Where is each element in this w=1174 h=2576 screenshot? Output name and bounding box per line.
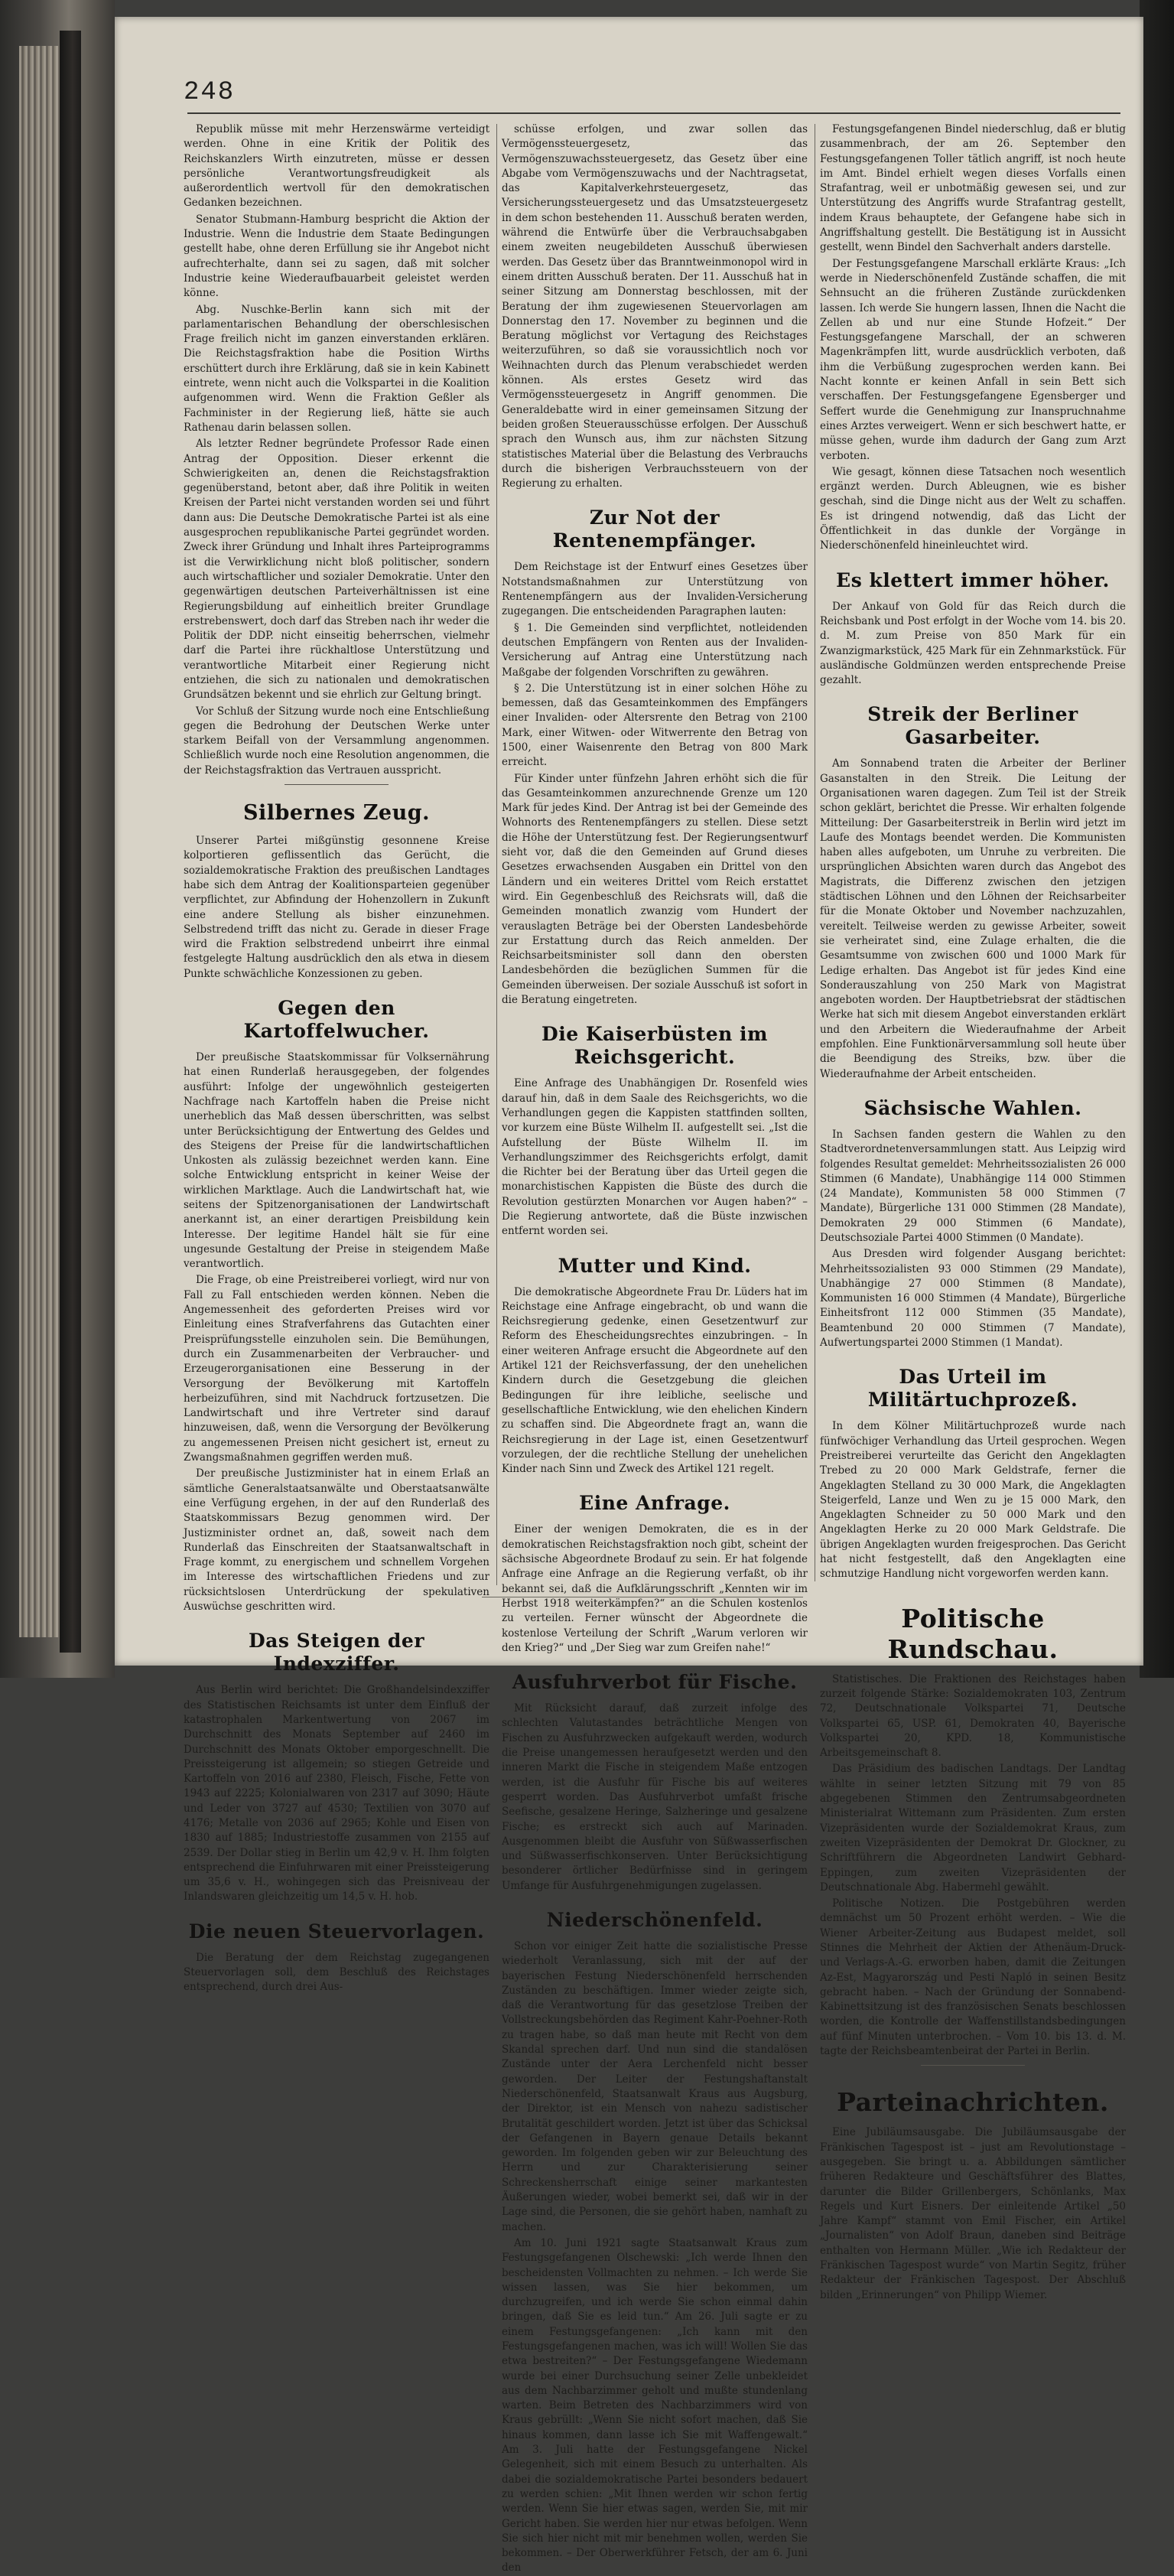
binding-cover [60,31,81,1653]
paragraph: Als letzter Redner begründete Professor Rade einen Antrag der Opposition. Dieser erkennt die Schwierigkeiten an, denen die Reichstagsfraktion gegenüberstand, betont aber, daß ihre Politik in weiten Kreisen der Partei nicht verstanden worden sei und führt dann aus: Die Deutsche Demokratische Partei ist als eine ausgesprochen republikanische Partei gegründet worden. Zweck ihrer Gründung und Inhalt ihres Parteiprogramms ist die Verwirklichung nicht bloß politischer, sondern auch wirtschaftlicher und sozialer Demokratie. Unter den gegenwärtigen deutschen Parteiverhältnissen ist eine Regierungsbildung auf einheitlich breiter Grundlage erstrebenswert, doch darf das Streben nach ihr weder die Politik der DDP. nicht einseitig beherrschen, vielmehr darf die Partei ihre rückhaltlose Unterstützung und verantwortliche Mitarbeit einer Regierung nicht entziehen, die sich zu nationalen und demokratischen Grundsätzen bekennt und sie ehrlich zur Geltung bringt. [184,438,489,702]
paragraph: Für Kinder unter fünfzehn Jahren erhöht sich die für das Gesamteinkommen anzurechnende Grenze um 120 Mark für jedes Kind. Der Antrag ist bei der Gemeinde des Wohnorts des Rentenempfängers zu stellen. Diese setzt die Höhe der Unterstützung fest. Der Regierungsentwurf sieht vor, daß die den Gemeinden auf Grund dieses Gesetzes erwachsenden Ausgaben ein Drittel von den Ländern und ein weiteres Drittel vom Reich erstattet wird. Ein Gegenbeschluß des Reichsrats will, daß die Gemeinden monatlich zwanzig vom Hundert der verauslagten Beträge bei der Obersten Landesbehörde zur Erstattung durch das Reich anmelden. Der Reichsarbeitsminister soll dann den obersten Landesbehörden die bezüglichen Summen für die Gemeinden überweisen. Der soziale Ausschuß ist sofort in die Beratung eingetreten. [502,772,808,1007]
column-3 [820,122,1126,2301]
section-headline: Politische Rundschau. [887,1603,1059,1664]
paragraph: Eine Jubiläumsausgabe. Die Jubiläumsausgabe der Fränkischen Tagespost ist – just am Revolutionstage – ausgegeben. Sie bringt u. a. Abbildungen sämtlicher früheren Redakteure und Geschäftsführer des Blattes, darunter die Bilder Grillenbergers, Schönlanks, Max Regels und Kurt Eisners. Der einleitende Artikel „50 Jahre Kampf“ stammt von Emil Fischer, ein Artikel „Journalisten“ von Adolf Braun, daneben sind Beiträge enthalten von Hermann Müller. „Wie ich Redakteur der Fränkischen Tagespost wurde“ von Martin Segitz, früher Redakteur der Fränkischen Tagespost. Der Abschluß bilden „Erinnerungen“ von Philipp Wiemer. [820,2126,1126,2301]
paragraph: Abg. Nuschke-Berlin kann sich mit der parlamentarischen Behandlung der oberschlesischen Frage freilich nicht im ganzen einverstanden erklären. Die Reichstagsfraktion habe die Position Wirths erschüttert durch ihre Erklärung, daß sie in kein Kabinett eintrete, wenn nicht auch die Volkspartei in die Koalition aufgenommen wird. Wenn die Fraktion Geßler als Fachminister in der Regierung ließ, hätte sie auch Rathenau darin belassen sollen. [184,303,489,434]
paragraph: In Sachsen fanden gestern die Wahlen zu den Stadtverordnetenversammlungen statt. Aus Leipzig wird folgendes Resultat gemeldet: Mehrheitssozialisten 26 000 Stimmen (6 Mandate), Unabhängige 114 000 Stimmen (24 Mandate), Kommunisten 58 000 Stimmen (7 Mandate), Bürgerliche 131 000 Stimmen (28 Mandate), Demokraten 29 000 Stimmen (6 Mandate), Deutschsoziale Partei 4000 Stimmen (0 Mandate). [820,1128,1126,1244]
headline: Die neuen Steuervorlagen. [188,1920,485,1943]
headline: Das Urteil im Militärtuchprozeß. [867,1366,1078,1412]
section-headline: Parteinachrichten. [837,2087,1109,2118]
paragraph: Das Präsidium des badischen Landtags. Der Landtag wählte in seiner letzten Sitzung mit 79 von 85 abgegebenen Stimmen den Zentrumsabgeordneten Ministerialrat Wittemann zum Präsidenten. Zum ersten Vizepräsidenten wurde der Sozialdemokrat Kraus, zum zweiten Vizepräsidenten der Demokrat Dr. Glockner, zu Schriftführern die Abgeordneten Landwirt Gebhard-Eppingen, zum zweiten Vizepräsidenten der Deutschnationale Abg. Habermehl gewählt. [820,1763,1126,1894]
paragraph: Am 10. Juni 1921 sagte Staatsanwalt Kraus zum Festungsgefangenen Olschewski: „Ich werde Ihnen den bescheidensten Vollmachten zu nehmen. – Ich werde Sie wissen lassen, was Sie hier bekommen, um durchzugreifen, und ich werde Sie schon einmal dahin bringen, daß Sie es leid tun.“ Am 26. Juli sagte er zu einem Festungsgefangenen: „Ich kann mit den Festungsgefangenen machen, was ich will! Wollen Sie das etwa bestreiten?“ – Der Festungsgefangene Wiedemann wurde bei einer Durchsuchung seiner Zelle unbekleidet aus dem Nachbarzimmer geholt und mußte stundenlang warten. Beim Betreten des Nachbarzimmers wird von Kraus gebrüllt: „Wenn Sie nicht sofort machen, daß Sie hinaus kommen, dann lasse ich Sie mit Waffengewalt.“ Am 3. Juli hatte der Festungsgefangene Nickel Gelegenheit, sich mit einem Besuch zu unterhalten. Als dabei die sozialdemokratische Partei besonders bedauert zu werden schien: „Mit Ihnen werden wir schon fertig werden. Wenn Sie hier etwas sagen, werden Sie, mit mir Gericht haben. Sie werden hier nur etwas befolgen. Wenn Sie sich hier nicht mit mir benehmen wollen, werden Sie bekommen. – Der Oberwerkführer Fetsch, der am 6. Juni den [502,2236,808,2574]
paragraph: Vor Schluß der Sitzung wurde noch eine Entschließung gegen die Bedrohung der Deutschen Werke unter starkem Beifall von der Versammlung angenommen. Schließlich wurde noch eine Resolution angenommen, die der Reichstagsfraktion das Vertrauen ausspricht. [184,705,489,777]
headline: Zur Not der Rentenempfänger. [552,506,757,552]
paragraph: schüsse erfolgen, und zwar sollen das Vermögenssteuergesetz, das Vermögenszuwachssteuergesetz, das Gesetz über eine Abgabe vom Vermögenszuwachs und der Nachtragsetat, das Kapitalverkehrsteuergesetz, das Versicherungssteuergesetz und das Umsatzsteuergesetz in dem schon bestehenden 11. Ausschuß beraten werden, während die Entwürfe über die Verbrauchsabgaben einem zweiten neugebildeten Ausschuß überwiesen werden. Das Gesetz über das Branntweinmonopol wird in einem dritten Ausschuß beraten. Der 11. Ausschuß hat in seiner Sitzung am Donnerstag beschlossen, mit der Beratung der ihm zugewiesenen Steuervorlagen am Donnerstag den 17. November zu beginnen und die Beratung möglichst vor Vertagung des Reichstages weiterzuführen, so daß sie voraussichtlich noch vor Weihnachten durch das Plenum verabschiedet werden können. Als erstes Gesetz wird das Vermögenssteuergesetz in Angriff genommen. Die Generaldebatte wird in einer gemeinsamen Sitzung der beiden großen Steuerausschüsse erfolgen. Der Ausschuß sprach den Wunsch aus, ihm zur nächsten Sitzung statistisches Material über die Belastung des Verbrauchs durch die bisherigen Verbrauchssteuern von der Regierung zu erhalten. [502,123,808,490]
column-1 [184,122,489,1994]
paragraph: Die Frage, ob eine Preistreiberei vorliegt, wird nur von Fall zu Fall entschieden werden können. Neben die Angemessenheit des geforderten Preises wird vor Einleitung eines Strafverfahrens das Gutachten einer Preisprüfungsstelle einzuholen sein. Die Bemühungen, durch ein Zusammenarbeiten der Verbraucher- und Erzeugerorganisationen eine Besserung in der Versorgung der Bevölkerung mit Kartoffeln herbeizuführen, sind mit Nachdruck fortzusetzen. Die Landwirtschaft und ihre Vertreter sind darauf hinzuweisen, daß, wenn die Versorgung der Bevölkerung zu angemessenen Preisen nicht gesichert ist, erneut zu Zwangsmaßnahmen gegriffen werden muß. [184,1274,489,1464]
header-rule [187,112,1120,114]
paragraph: Die Beratung der dem Reichstag zugegangenen Steuervorlagen soll, dem Beschluß des Reichstages entsprechend, durch drei Aus- [184,1951,489,1994]
paragraph: Die demokratische Abgeordnete Frau Dr. Lüders hat im Reichstage eine Anfrage eingebracht, ob und wann die Reichsregierung gedenke, einen Gesetzentwurf zur Reform des Ehescheidungsrechtes einzubringen. – In einer weiteren Anfrage ersucht die Abgeordnete auf den Artikel 121 der Reichsverfassung, der den unehelichen Kindern durch die Gesetzgebung die gleichen Bedingungen für ihre leibliche, seelische und gesellschaftliche Entwicklung, wie den ehelichen Kindern zu schaffen sind. Die Abgeordnete fragt an, wann die Reichsregierung in der Lage ist, einen Gesetzentwurf vorzulegen, der die rechtliche Stellung der unehelichen Kinder nach Sinn und Zweck des Artikel 121 regelt. [502,1285,808,1476]
headline: Niederschönenfeld. [546,1908,763,1931]
paragraph: Festungsgefangenen Bindel niederschlug, daß er blutig zusammenbrach, der am 26. September den Festungsgefangenen Toller tätlich angriff, ist noch heute im Amt. Bindel erhielt wegen dieses Vorfalls einen Strafantrag, weil er unbotmäßig gewesen sei, und zur Unterstützung des Angriffs wurde Strafantrag gestellt, indem Kraus behauptete, der Gefangene habe sich in Angriffshaltung gestellt. Die Bestätigung ist in Aussicht gestellt, wenn Bindel den Sachverhalt anders darstelle. [820,123,1126,254]
paragraph: § 1. Die Gemeinden sind verpflichtet, notleidenden deutschen Empfängern von Renten aus der Invaliden-Versicherung auf Antrag eine Unterstützung nach Maßgabe der folgenden Vorschriften zu gewähren. [502,621,808,679]
scan-border [1140,0,1174,1678]
headline: Es klettert immer höher. [836,568,1110,591]
headline: Streik der Berliner Gasarbeiter. [867,703,1078,749]
headline: Die Kaiserbüsten im Reichsgericht. [541,1023,768,1069]
headline: Mutter und Kind. [558,1254,752,1277]
paragraph: Unserer Partei mißgünstig gesonnene Kreise kolportieren geflissentlich das Gerücht, die sozialdemokratische Fraktion des preußischen Landtages habe sich dem Antrag der Koalitionsparteien gegenüber verpflichtet, zur Abfindung der Hohenzollern in Zukunft eine andere Stellung als bisher einzunehmen. Selbstredend trifft das nicht zu. Gerade in dieser Frage wird die Fraktion selbstredend unbeirrt ihre einmal festgelegte Haltung ausdrücklich den als etwa in diesem Punkte schwächliche Konzessionen zu geben. [184,835,489,980]
page-edges [19,46,61,1637]
book-binding [0,0,115,1678]
headline: Das Steigen der Indexziffer. [249,1630,424,1676]
headline: Gegen den Kartoffelwucher. [243,997,430,1043]
divider [921,2065,1025,2066]
paragraph: Eine Anfrage des Unabhängigen Dr. Rosenfeld wies darauf hin, daß in dem Saale des Reichsgerichts, wo die Verhandlungen gegen die Kappisten stattfinden sollten, vor kurzem eine Büste Wilhelm II. aufgestellt sei. „Ist die Aufstellung der Büste Wilhelm II. im Verhandlungszimmer des Reichsgerichts erfolgt, damit die Richter bei der Beratung über das Urteil gegen die monarchistischen Kappisten die Büste des durch die Revolution gestürzten Monarchen vor Augen haben?“ – Die Regierung antwortete, daß die Büste inzwischen entfernt worden sei. [502,1077,808,1238]
newspaper-page [115,17,1143,2574]
column-rule [496,124,497,1585]
paragraph: Der preußische Justizminister hat in einem Erlaß an sämtliche Generalstaatsanwälte und Oberstaatsanwälte eine Verfügung ergehen, in der auf den Runderlaß des Staatskommissars Bezug genommen wird. Der Justizminister ordnet an, daß, soweit nach dem Runderlaß das Einschreiten der Staatsanwaltschaft in Frage kommt, zu energischem und schnellem Vorgehen im Interesse des wirtschaftlichen Friedens und zur rücksichtslosen Unterdrückung der spekulativen Auswüchse geschritten wird. [184,1467,489,1614]
paragraph: Am Sonnabend traten die Arbeiter der Berliner Gasanstalten in den Streik. Die Leitung der Organisationen waren dagegen. Zum Teil ist der Streik schon geklärt, berichtet die Presse. Wir erhalten folgende Mitteilung: Der Gasarbeiterstreik in Berlin wird jetzt im Laufe des Montags beendet werden. Die Kommunisten haben alles aufgeboten, um Unruhe zu verbreiten. Die ursprünglichen Absichten waren durch das Angebot des Magistrats, die Differenz zwischen den jetzigen städtischen Löhnen und den Löhnen der Reichsarbeiter für die Monate Oktober und November nachzuzahlen, vereitelt. Teilweise werden zu gewisse Arbeiter, soweit sie verheiratet sind, eine Zulage erhalten, die die Gesamtsumme von zwischen 600 und 1000 Mark für Ledige erhalten. Das Angebot ist für jedes Kind eine Sonderauszahlung von 250 Mark von Magistrat angeboten worden. Der Hauptbetriebsrat der städtischen Werke hat sich mit diesem Angebot einverstanden erklärt und den Arbeitern die Wiederaufnahme der Arbeit empfohlen. Eine Funktionärversammlung soll heute über die Beendigung des Streiks, bzw. über die Wiederaufnahme der Arbeit entscheiden. [820,757,1126,1080]
paragraph: Schon vor einiger Zeit hatte die sozialistische Presse wiederholt Veranlassung, sich mit der auf der bayerischen Festung Niederschönenfeld herrschenden Zuständen zu beschäftigen. Immer wieder zeigte sich, daß die Verantwortung für das gesetzlose Treiben der Vollstreckungsbehörden das Regiment Kahr-Poehner-Roth zu tragen habe, so daß man heute mit Recht von dem Skandal sprechen darf. Und nun sind die standalösen Zustände unter der Aera Lerchenfeld nicht besser geworden. Der Leiter der Festungshaftanstalt Niederschönenfeld, Staatsanwalt Kraus aus Augsburg, der Direktor, ist ein Mensch von nahezu sadistischer Brutalität geschildert worden. Jetzt ist über das Schicksal der Gefangenen in Bayern genaue Details bekannt geworden. Im folgenden geben wir zur Beleuchtung des Herrn und zur Charakterisierung seiner Schreckensherrschaft einige seiner markantesten Äußerungen wieder, wobei bemerkt sei, daß wir in der Lage sind, die Personen, die sie gehört haben, namhaft zu machen. [502,1939,808,2233]
paragraph: In dem Kölner Militärtuchprozeß wurde nach fünfwöchiger Verhandlung das Urteil gesprochen. Wegen Preistreiberei verurteilte das Gericht den Angeklagten Trebed zu 20 000 Mark Geldstrafe, ferner die Angeklagten Stelland zu 30 000 Mark, die Angeklagten Steigerfeld, Lanze und Wen zu je 15 000 Mark, den Angeklagten Schneider zu 50 000 Mark und den Angeklagten Herke zu 20 000 Mark Geldstrafe. Die übrigen Angeklagten wurden freigesprochen. Das Gericht hat nicht festgestellt, daß den Angeklagten eine schmutzige Handlung nicht vorgeworfen werden kann. [820,1420,1126,1581]
paragraph: Der Ankauf von Gold für das Reich durch die Reichsbank und Post erfolgt in der Woche vom 14. bis 20. d. M. zum Preise von 850 Mark für ein Zwanzigmarkstück, 425 Mark für ein Zehnmarkstück. Für ausländische Goldmünzen werden entsprechende Preise gezahlt. [820,600,1126,687]
paragraph: Aus Dresden wird folgender Ausgang berichtet: Mehrheitssozialisten 93 000 Stimmen (29 Mandate), Unabhängige 27 000 Stimmen (8 Mandate), Kommunisten 16 000 Stimmen (4 Mandate), Bürgerliche Einheitsfront 112 000 Stimmen (35 Mandate), Beamtenbund 20 000 Stimmen (7 Mandate), Aufwertungspartei 2000 Stimmen (1 Mandat). [820,1248,1126,1350]
paragraph: § 2. Die Unterstützung ist in einer solchen Höhe zu bemessen, daß das Gesamteinkommen des Empfängers einer Invaliden- oder Altersrente den Betrag von 2100 Mark, einer Witwen- oder Witwerrente den Betrag von 1500, einer Waisenrente den Betrag von 800 Mark erreicht. [502,682,808,769]
divider [285,784,389,785]
column-2 [502,122,808,2574]
page-number: 248 [184,78,236,107]
paragraph: Republik müsse mit mehr Herzenswärme verteidigt werden. Ohne in eine Kritik der Politik des Reichskanzlers Wirth einzutreten, müsse er dessen persönliche Verantwortungsfreudigkeit als außerordentlich wertvoll für den demokratischen Gedanken bezeichnen. [184,123,489,210]
paragraph: Dem Reichstage ist der Entwurf eines Gesetzes über Notstandsmaßnahmen zur Unterstützung von Rentenempfängern aus der Invaliden-Versicherung zugegangen. Die entscheidenden Paragraphen lauten: [502,561,808,618]
headline: Eine Anfrage. [579,1492,730,1515]
headline: Silbernes Zeug. [242,801,430,826]
paragraph: Der Festungsgefangene Marschall erklärte Kraus: „Ich werde in Niederschönenfeld Zustände schaffen, die mit Sehnsucht an die früheren Zustände zurückdenken lassen. Ich werde Sie hungern lassen, Ihnen die Nacht die Zellen ab und nur eine Stunde Hofzeit.“ Der Festungsgefangene Marschall, der an schweren Magenkrämpfen litt, wurde ausdrücklich verboten, daß ihm die Verbüßung zugesprochen werden kann. Bei Nacht konnte er keinen Anfall in sein Bett sich verschaffen. Der Festungsgefangene Egensberger und Seffert wurde die Genehmigung zur Inanspruchnahme eines Arztes verweigert. Wenn er sich beschwert hatte, er müsse gehen, wurde ihm dadurch der Gang zum Arzt verboten. [820,257,1126,462]
headline: Sächsische Wahlen. [863,1096,1082,1119]
paragraph: Politische Notizen. Die Postgebühren werden demnächst um 50 Prozent erhöht werden. – Wie die Wiener Arbeiter-Zeitung aus Budapest meldet, soll Stinnes die Mehrheit der Aktien der Athenäum-Druck- und Verlags-A.-G. erworben haben, damit die Zeitungen Az-Est, Magyarország und Pesti Napló in seinen Besitz gebracht haben. – Nach der Gründung der Sonnabend-Kabinettsitzung ist des französischen Senats beschlossen worden, die Kontrolle der Waffenstillstandsbedingungen auf fünf Minuten unterbrochen. – Vom 10. bis 13. d. M. tagte der Reichsbeamtenbeirat der Partei in Berlin. [820,1897,1126,2058]
paragraph: Einer der wenigen Demokraten, die es in der demokratischen Reichstagsfraktion noch gibt, scheint der sächsische Abgeordnete Brodauf zu sein. Er hat folgende Anfrage eine Anfrage an die Regierung verfaßt, ob ihr bekannt sei, daß die Aufklärungsschrift „Kennten wir im Herbst 1918 weiterkämpfen?“ an die Schulen kostenlos zu verteilen. Ferner wünscht der Abgeordnete die kostenlose Verteilung der Schrift „Warum verloren wir den Krieg?“ und „Der Sieg war zum Greifen nahe!“ [502,1523,808,1654]
headline: Ausfuhrverbot für Fische. [512,1671,798,1694]
paragraph: Aus Berlin wird berichtet: Die Großhandelsindexziffer des Statistischen Reichsamts ist unter dem Einfluß der katastrophalen Markentwertung von 2067 im Durchschnitt des Monats September auf 2460 im Durchschnitt des Monats Oktober emporgeschnellt. Die Preissteigerung ist allgemein; so stiegen Getreide und Kartoffeln von 2016 auf 2380, Fleisch, Fische, Fette von 1943 auf 2225; Kolonialwaren von 2317 auf 3090; Häute und Leder von 3727 auf 4530; Textilien von 3070 auf 4176; Metalle von 2036 auf 2965; Kohle und Eisen von 1830 auf 1885; Industriestoffe zusammen von 2155 auf 2539. Der Dollar stieg in Berlin um 42,9 v. H. Ihm folgten entsprechend die Einfuhrwaren mit einer Preissteigerung um 35,6 v. H., wohingegen sich das Preisniveau der Inlandswaren gleichzeitig um 14,5 v. H. hob. [184,1684,489,1904]
paragraph: Senator Stubmann-Hamburg bespricht die Aktion der Industrie. Wenn die Industrie dem Staate Bedingungen gestellt habe, ohne deren Erfüllung sie ihr Angebot nicht aufrechterhalte, dann sei zu sagen, daß mit solcher Industrie keine Wiederaufbauarbeit geleistet werden könne. [184,213,489,300]
paragraph: Statistisches. Die Fraktionen des Reichstages haben zurzeit folgende Stärke: Sozialdemokraten 103, Zentrum 72, Deutschnationale Volkspartei 71, Deutsche Volkspartei 65, USP. 61, Demokraten 40, Bayerische Volkspartei 20, KPD. 18, Kommunistische Arbeitsgemeinschaft 8. [820,1672,1126,1760]
paragraph: Mit Rücksicht darauf, daß zurzeit infolge des schlechten Valutastandes beträchtliche Mengen von Fischen zu Ausfuhrzwecken aufgekauft werden, wodurch die Preise unangemessen heraufgesetzt werden und den inneren Markt die Fische in steigendem Maße entzogen werden, ist die Ausfuhr für Fische bis auf weiteres gesperrt worden. Das Ausfuhrverbot umfaßt frische Seefische, gesalzene Heringe, Salzheringe und gesalzene Fische; es erstreckt sich auch auf Marinaden. Ausgenommen bleibt die Ausfuhr von Süßwasserfischen und Süßwasserfischkonserven. Unter Berücksichtigung besonderer örtlicher Bedürfnisse sind in geringem Umfange für Ausfuhrgenehmigungen zugelassen. [502,1702,808,1892]
paragraph: Der preußische Staatskommissar für Volksernährung hat einen Runderlaß herausgegeben, der folgendes ausführt: Infolge der ungewöhnlich gesteigerten Nachfrage nach Kartoffeln haben die Preise nicht unerheblich das Maß dessen überschritten, was selbst unter Berücksichtigung der Entwertung des Geldes und des Steigens der Preise für die landwirtschaftlichen Unkosten als zulässig bezeichnet werden kann. Eine solche Entwicklung entspricht in keiner Weise der wirklichen Marktlage. Auch die Landwirtschaft hat, wie seitens der Spitzenorganisationen der Landwirtschaft anerkannt ist, an einer derartigen Preisbildung kein Interesse. Der legitime Handel hält sie für eine ungesunde Gestaltung der Preise in steigendem Maße verantwortlich. [184,1051,489,1271]
paragraph: Wie gesagt, können diese Tatsachen noch wesentlich ergänzt werden. Durch Ableugnen, wie es bisher geschah, sind die Dinge nicht aus der Welt zu schaffen. Es ist dringend notwendig, daß das Licht der Öffentlichkeit in das dunkle der Vorgänge in Niederschönenfeld hineinleuchtet wird. [820,465,1126,552]
